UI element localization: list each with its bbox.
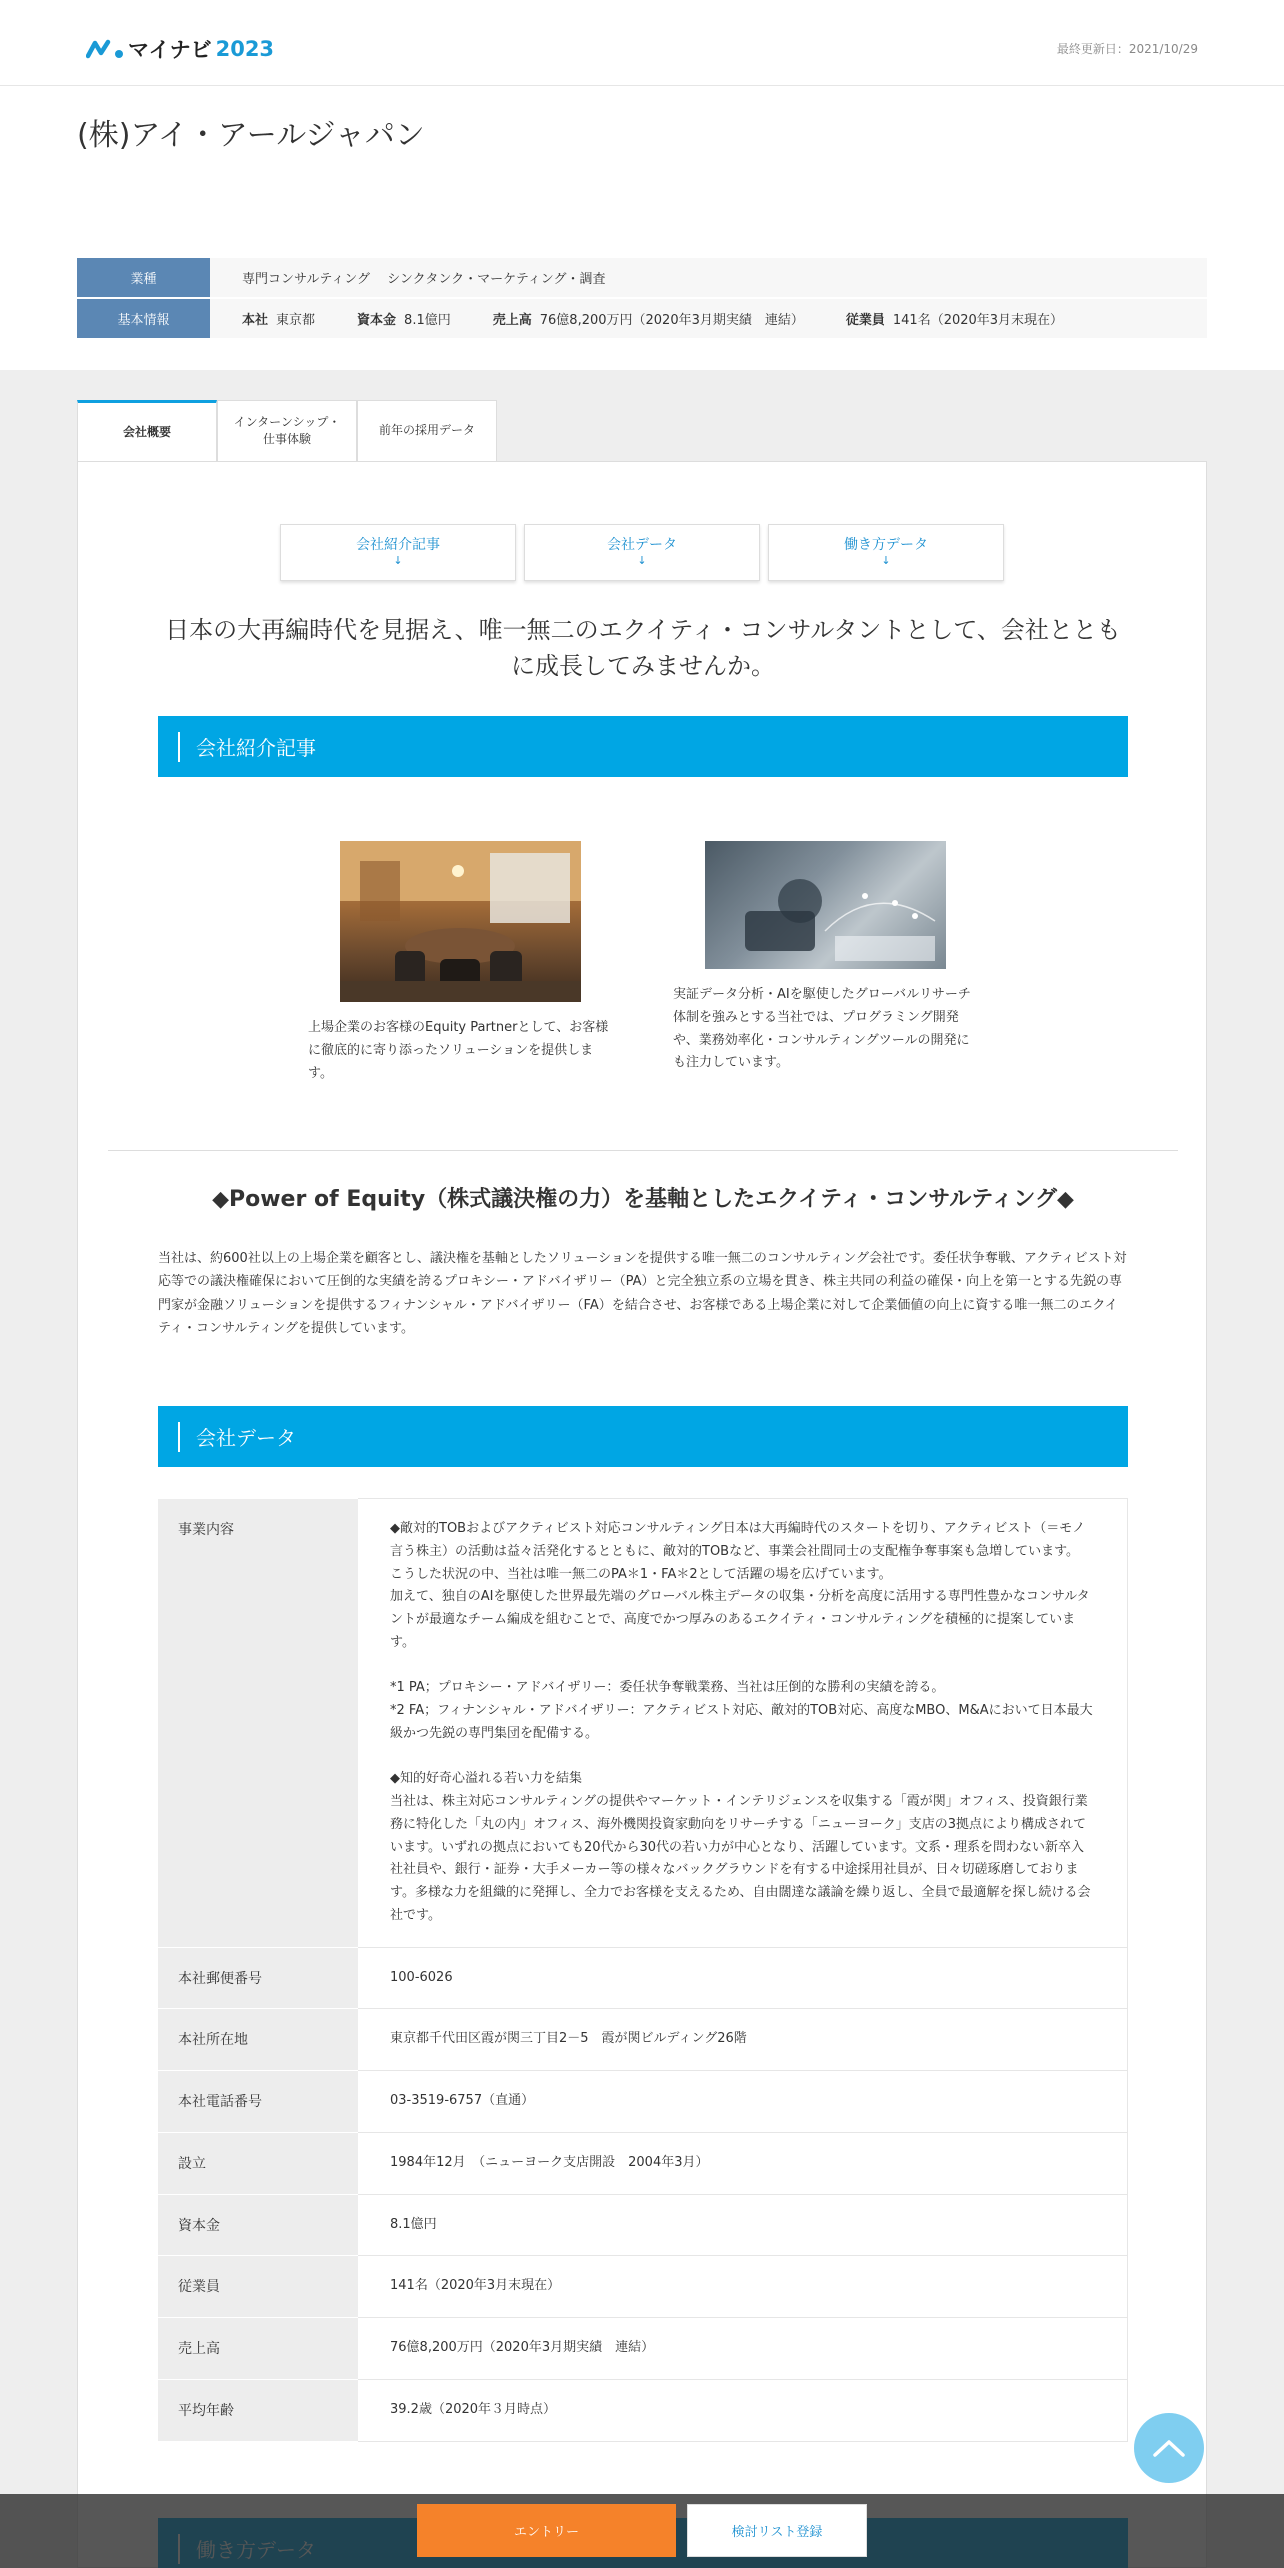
table-row xyxy=(158,2071,1128,2133)
catch-copy: 日本の大再編時代を見据え、唯一無二のエクイティ・コンサルタントとして、会社とともに成長してみませんか。 xyxy=(165,616,1121,680)
company-name: (株)アイ・アールジャパン xyxy=(77,118,425,153)
back-to-top-button[interactable] xyxy=(1134,2413,1204,2483)
table-row xyxy=(158,2318,1128,2380)
section-heading-intro: 会社紹介記事 xyxy=(158,716,1128,777)
table-row xyxy=(158,2194,1128,2256)
row-label-employees: 従業員 xyxy=(158,2256,358,2318)
anchor-workstyle-label: 働き方データ xyxy=(844,537,928,554)
company-summary-box xyxy=(77,258,1207,340)
table-row xyxy=(158,1947,1128,2009)
entry-button[interactable]: エントリー xyxy=(417,2504,676,2557)
sales-value: 76億8,200万円（2020年3月期実績 連結） xyxy=(539,313,804,328)
intro-caption-1: 上場企業のお客様のEquity Partnerとして、お客様に徹底的に寄り添ったソリューションを提供します。 xyxy=(308,1020,609,1081)
row-value-capital: 8.1億円 xyxy=(358,2194,1128,2256)
anchor-intro-button[interactable] xyxy=(280,524,516,581)
meeting-room-photo xyxy=(340,841,581,1002)
row-value-founded: 1984年12月 （ニューヨーク支店開設 2004年3月） xyxy=(358,2132,1128,2194)
capital-label: 資本金 xyxy=(357,313,397,328)
row-label-phone: 本社電話番号 xyxy=(158,2071,358,2133)
anchor-nav xyxy=(280,524,1004,581)
site-header xyxy=(0,0,1284,86)
arrow-down-icon: ↓ xyxy=(881,554,891,568)
table-row xyxy=(158,2256,1128,2318)
tab-internship[interactable]: インターンシップ・ 仕事体験 xyxy=(217,400,357,461)
table-row xyxy=(158,1499,1128,1948)
logo-text: マイナビ xyxy=(128,38,212,62)
employees-value: 141名（2020年3月末現在） xyxy=(892,313,1064,328)
mynavi-logo[interactable] xyxy=(86,34,274,64)
hq-label: 本社 xyxy=(242,313,269,328)
row-label-business: 事業内容 xyxy=(158,1499,358,1948)
industry-value: 専門コンサルティング シンクタンク・マーケティング・調査 xyxy=(242,272,606,287)
anchor-intro-label: 会社紹介記事 xyxy=(356,537,440,554)
row-value-address: 東京都千代田区霞が関三丁目2－5 霞が関ビルディング26階 xyxy=(358,2009,1128,2071)
tab-previous-recruitment[interactable]: 前年の採用データ xyxy=(357,400,497,461)
mynavi-logo-icon xyxy=(86,38,126,60)
data-analysis-photo xyxy=(705,841,946,969)
intro-body-text: 当社は、約600社以上の上場企業を顧客とし、議決権を基軸としたソリューションを提供する唯一無二のコンサルティング会社です。委任状争奪戦、アクティビスト対応等での議決権確保において圧倒的な実績を誇るプロキシー・アドバイザリー（PA）と完全独立系の立場を貫き、株主共同の利益の確保・向上を第一とする先鋭の専門家が金融ソリューションを提供するフィナンシャル・アドバイザリー（FA）を結合させ、お客様である上場企業に対して企業価値の向上に資する唯一無二のエクイティ・コンサルティングを提供しています。 xyxy=(158,1251,1127,1337)
table-row xyxy=(158,2379,1128,2441)
row-value-postal: 100-6026 xyxy=(358,1947,1128,2009)
anchor-data-label: 会社データ xyxy=(607,537,677,554)
tab-company-overview[interactable]: 会社概要 xyxy=(77,400,217,462)
intro-subheading: ◆Power of Equity（株式議決権の力）を基軸としたエクイティ・コンサルティング◆ xyxy=(212,1187,1074,1212)
row-label-address: 本社所在地 xyxy=(158,2009,358,2071)
last-updated: 最終更新日：2021/10/29 xyxy=(1056,42,1198,56)
industry-row xyxy=(77,258,1207,297)
logo-year: 2023 xyxy=(215,37,275,61)
capital-value: 8.1億円 xyxy=(404,313,451,328)
basic-info-value xyxy=(210,299,1207,338)
row-value-business: ◆敵対的TOBおよびアクティビスト対応コンサルティング日本は大再編時代のスタートを切り、アクティビスト（＝モノ言う株主）の活動は益々活発化するとともに、敵対的TOBなど、事業会社間同士の支配権争奪事案も急増しています。 こうした状況の中、当社は唯一無二のPA＊1・FA＊2として活躍の場を広げています。 加えて、独自のAIを駆使した世界最先端のグローバル株主データの収集・分析を高度に活用する専門性豊かなコンサルタントが最適なチーム編成を組むことで、高度でかつ厚みのあるエクイティ・コンサルティングを積極的に提案しています。 *1 PA；プロキシー・アドバイザリー：委任状争奪戦業務、当社は圧倒的な勝利の実績を誇る。 *2 FA；フィナンシャル・アドバイザリー：アクティビスト対応、敵対的TOB対応、高度なMBO、M&Aにおいて日本最大級かつ先鋭の専門集団を配備する。 ◆知的好奇心溢れる若い力を結集 当社は、株主対応コンサルティングの提供やマーケット・インテリジェンスを収集する「霞が関」オフィス、投資銀行業務に特化した「丸の内」オフィス、海外機関投資家動向をリサーチする「ニューヨーク」支店の3拠点により構成されています。いずれの拠点においても20代から30代の若い力が中心となり、活躍しています。文系・理系を問わない新卒入社社員や、銀行・証券・大手メーカー等の様々なバックグラウンドを有する中途採用社員が、日々切磋琢磨しております。多様な力を組織的に発揮し、全力でお客様を支えるため、自由闊達な議論を繰り返し、全員で最適解を探し続ける会社です。 xyxy=(358,1499,1128,1948)
row-label-founded: 設立 xyxy=(158,2132,358,2194)
row-label-average-age: 平均年齢 xyxy=(158,2379,358,2441)
basic-info-label: 基本情報 xyxy=(77,299,210,338)
intro-caption-2: 実証データ分析・AIを駆使したグローバルリサーチ体制を強みとする当社では、プログラミング開発や、業務効率化・コンサルティングツールの開発にも注力しています。 xyxy=(673,987,971,1071)
industry-label: 業種 xyxy=(77,258,210,297)
sales-label: 売上高 xyxy=(492,313,532,328)
page-tabs xyxy=(77,400,497,462)
company-data-table xyxy=(158,1498,1128,2442)
section-heading-company-data: 会社データ xyxy=(158,1406,1128,1467)
row-value-average-age: 39.2歳（2020年３月時点） xyxy=(358,2379,1128,2441)
anchor-workstyle-button[interactable] xyxy=(768,524,1004,581)
arrow-down-icon: ↓ xyxy=(393,554,403,568)
hq-value: 東京都 xyxy=(276,313,316,328)
add-to-list-button[interactable]: 検討リスト登録 xyxy=(687,2504,867,2557)
row-value-employees: 141名（2020年3月末現在） xyxy=(358,2256,1128,2318)
arrow-down-icon: ↓ xyxy=(637,554,647,568)
row-value-phone: 03-3519-6757（直通） xyxy=(358,2071,1128,2133)
table-row xyxy=(158,2132,1128,2194)
chevron-up-icon xyxy=(1152,2438,1186,2458)
anchor-data-button[interactable] xyxy=(524,524,760,581)
row-label-postal: 本社郵便番号 xyxy=(158,1947,358,2009)
table-row xyxy=(158,2009,1128,2071)
basic-info-row xyxy=(77,299,1207,338)
employees-label: 従業員 xyxy=(845,313,885,328)
main-content-card xyxy=(77,461,1207,2568)
row-label-sales: 売上高 xyxy=(158,2318,358,2380)
section-divider xyxy=(108,1150,1178,1151)
row-value-sales: 76億8,200万円（2020年3月期実績 連結） xyxy=(358,2318,1128,2380)
row-label-capital: 資本金 xyxy=(158,2194,358,2256)
bottom-action-bar xyxy=(0,2494,1284,2568)
